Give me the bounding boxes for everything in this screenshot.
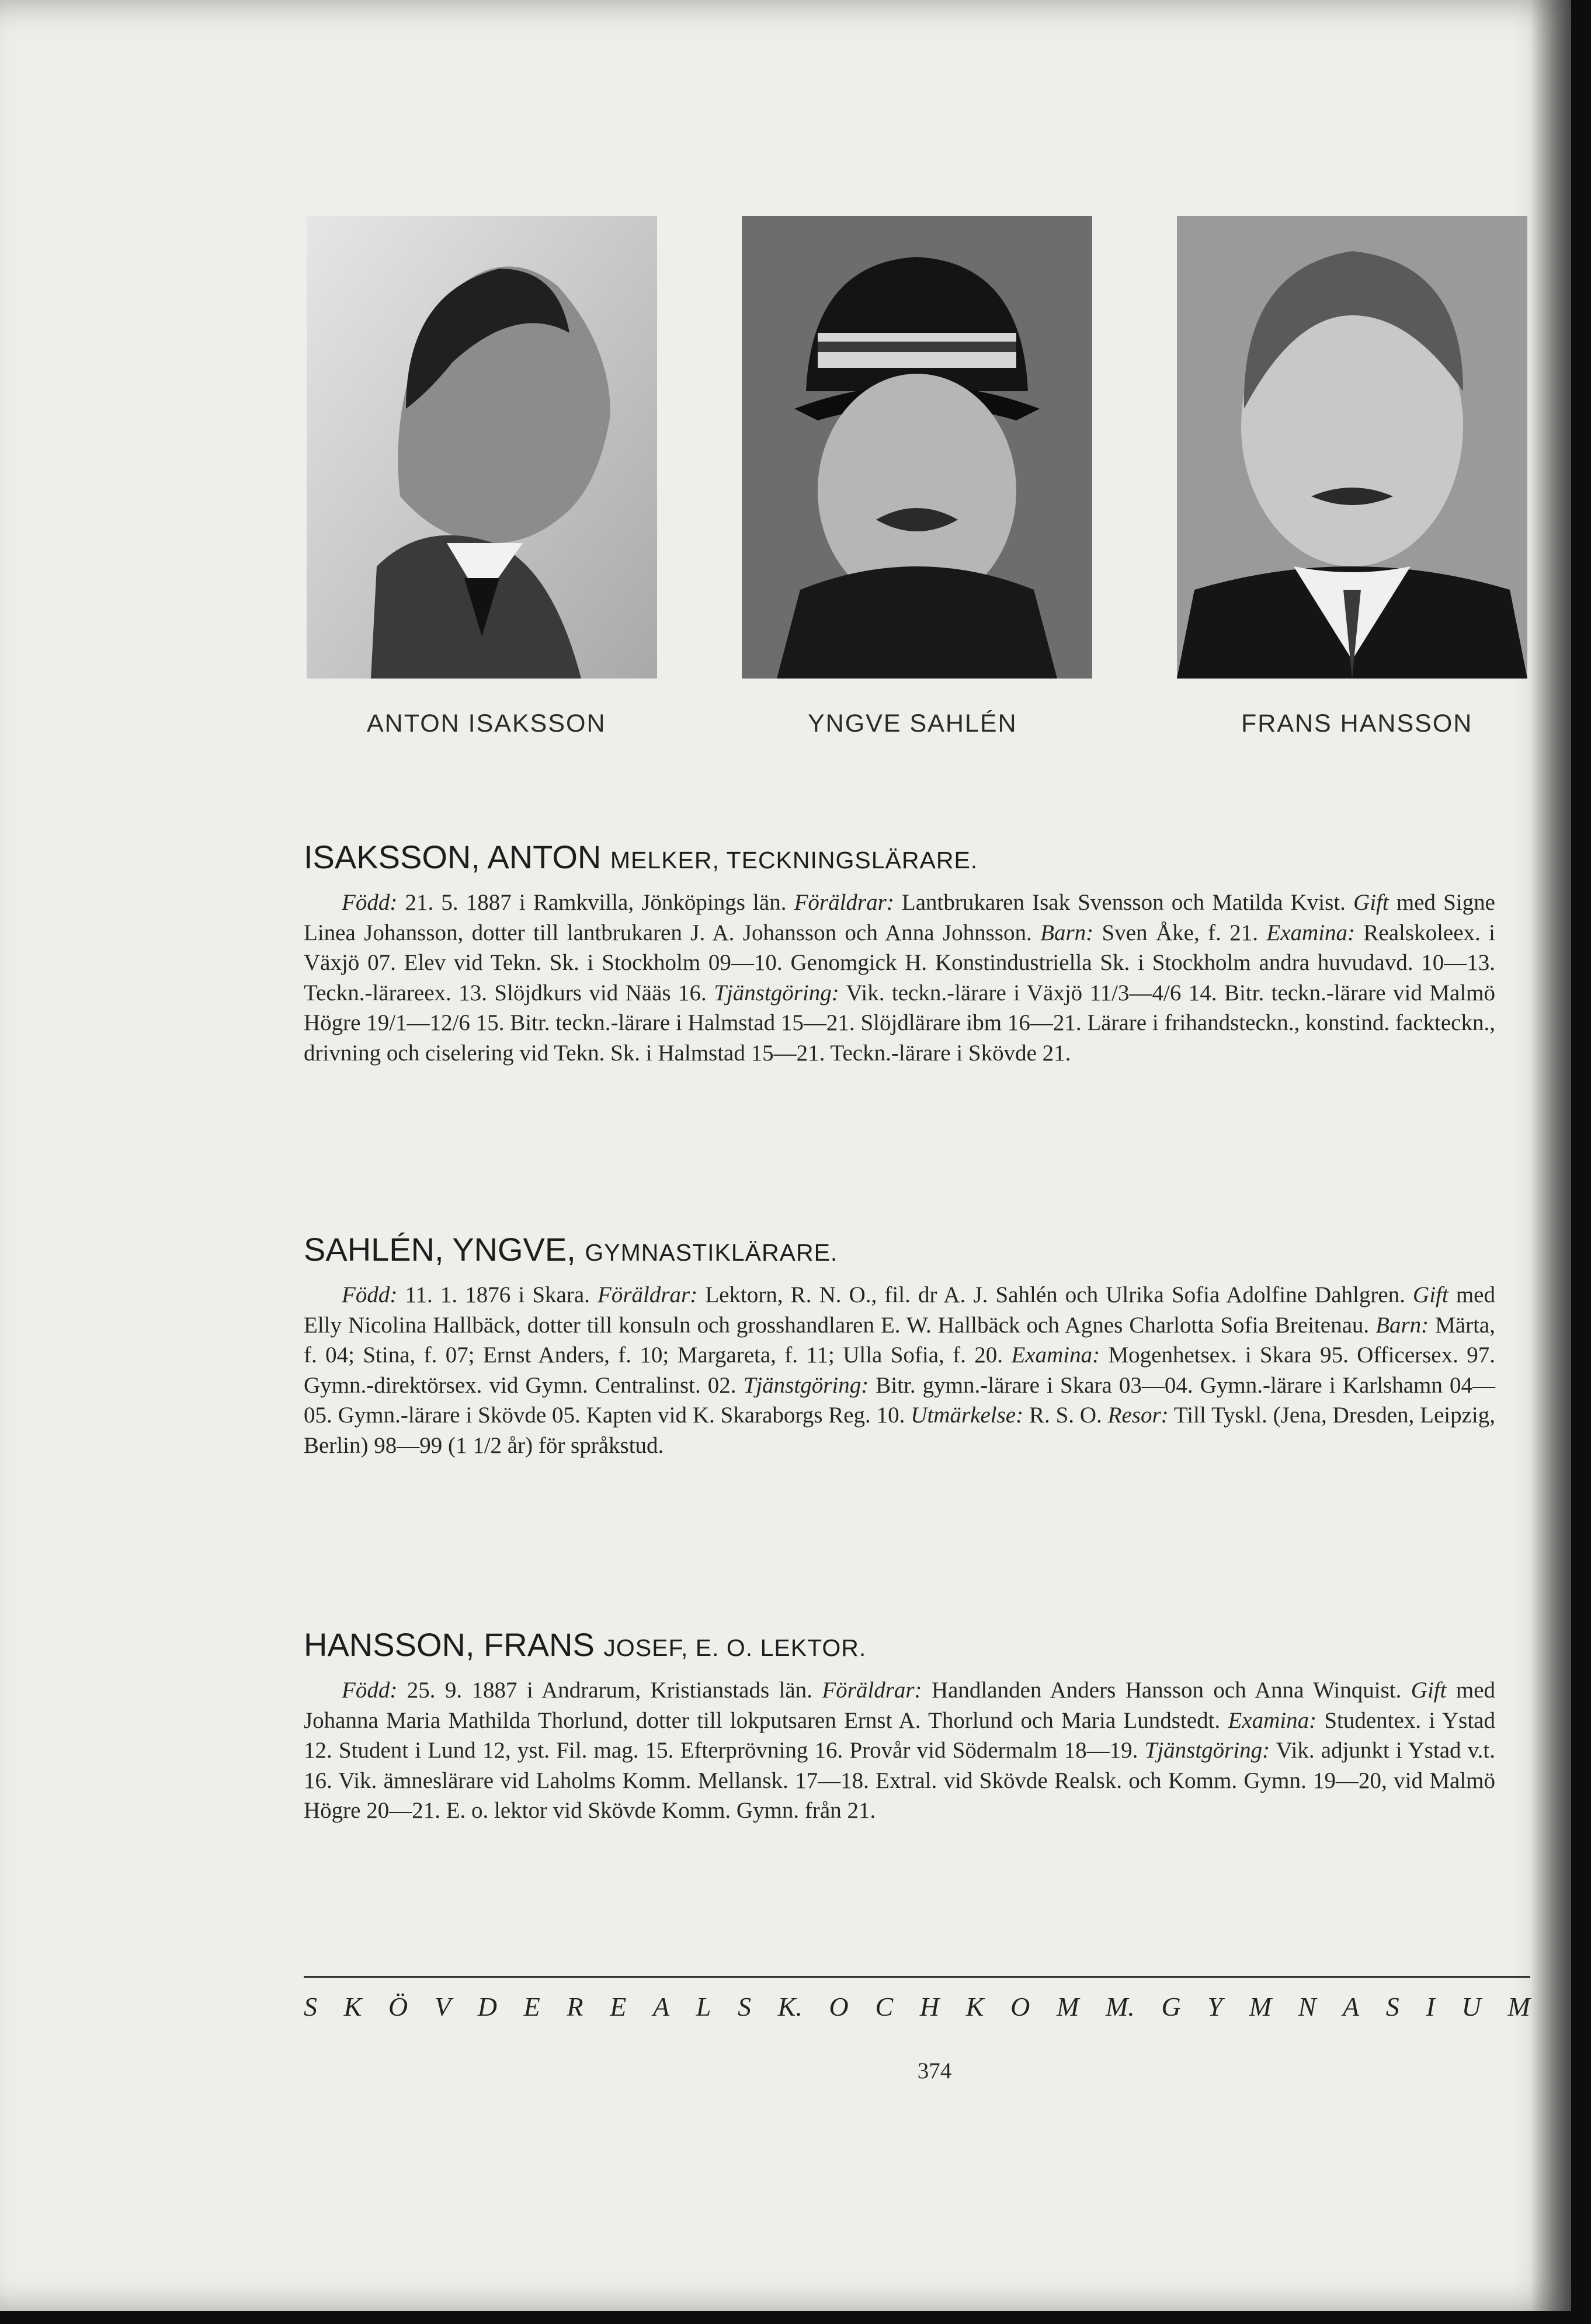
entry-subtitle: JOSEF, E. O. LEKTOR.: [603, 1634, 867, 1661]
text-examina: Mogenhetsex. i Skara 95. Officersex. 97. Gymn.-direktörsex. vid Gymn. Centralinst. 02.: [304, 1342, 1495, 1398]
text-barn: Sven Åke, f. 21.: [1093, 920, 1267, 945]
portrait-anton-isaksson: [307, 216, 657, 679]
text-gift: med Johanna Maria Mathilda Thorlund, dotter till lokputsaren Ernst A. Thorlund och Maria Lundstedt.: [304, 1678, 1496, 1733]
text-fodd: 11. 1. 1876 i Skara.: [397, 1282, 598, 1307]
label-fodd: Född:: [342, 890, 398, 915]
text-tjanstgoring: Bitr. gymn.-lärare i Skara 03—04. Gymn.-lärare i Karlshamn 04—05. Gymn.-lärare i Skövde 05. Kapten vid K. Skaraborgs Reg. 10.: [304, 1372, 1495, 1428]
label-utmarkelse: Utmärkelse:: [911, 1403, 1024, 1428]
biography-entry-hansson: [304, 1624, 1495, 1826]
text-foraldrar: Lantbrukaren Isak Svensson och Matilda Kvist.: [894, 890, 1354, 915]
portrait-frans-hansson: [1177, 216, 1527, 679]
entry-subtitle: GYMNASTIKLÄRARE.: [585, 1239, 838, 1266]
text-fodd: 25. 9. 1887 i Andrarum, Kristianstads län.: [397, 1678, 822, 1703]
entry-heading: [304, 1229, 1495, 1273]
footer-letter: K: [343, 1992, 362, 2022]
entry-heading: [304, 837, 1495, 881]
footer-letter: R: [567, 1992, 583, 2022]
label-tjanstgoring: Tjänstgöring:: [714, 980, 839, 1006]
footer-letter: D: [477, 1992, 497, 2022]
footer-letter: G: [1161, 1992, 1181, 2022]
label-foraldrar: Föräldrar:: [598, 1282, 698, 1307]
text-examina: Realskoleex. i Växjö 07. Elev vid Tekn. Sk. i Stockholm 09—10. Genomgick H. Konstindustriella Sk. i Stockholm andra huvudavd. 10—13. Teckn.-lärareex. 13. Slöjdkurs vid Nääs 16.: [304, 920, 1496, 1006]
text-tjanstgoring: Vik. teckn.-lärare i Växjö 11/3—4/6 14. Bitr. teckn.-lärare vid Malmö Högre 19/1—12/6 15. Bitr. teckn.-lärare i Halmstad 15—21. Slöjdlärare ibm 16—21. Lärare i frihandsteckn., konstind. fackteckn., drivning och ciselering vid Tekn. Sk. i Halmstad 15—21. Teckn.-lärare i Skövde 21.: [304, 980, 1495, 1066]
footer-letter: A: [652, 1992, 670, 2022]
footer-letter: M: [1249, 1992, 1272, 2022]
footer-letter: K.: [777, 1992, 803, 2022]
footer-letter: M: [1056, 1992, 1079, 2022]
label-gift: Gift: [1413, 1282, 1448, 1307]
label-tjanstgoring: Tjänstgöring:: [1144, 1738, 1270, 1763]
entry-name: HANSSON, FRANS: [304, 1626, 595, 1663]
label-gift: Gift: [1353, 890, 1389, 915]
text-examina: Studentex. i Ystad 12. Student i Lund 12, yst. Fil. mag. 15. Efterprövning 16. Provår vid Södermalm 18—19.: [304, 1707, 1495, 1763]
text-fodd: 21. 5. 1887 i Ramkvilla, Jönköpings län.: [397, 890, 794, 915]
caption-anton-isaksson: ANTON ISAKSSON: [367, 709, 606, 737]
entry-body: [304, 888, 1495, 1068]
label-barn: Barn:: [1040, 920, 1094, 945]
footer-letter: O: [829, 1992, 849, 2022]
label-fodd: Född:: [342, 1678, 398, 1703]
footer-letter: Ö: [388, 1992, 408, 2022]
footer-letter: Y: [1207, 1992, 1222, 2022]
footer-letter: U: [1461, 1992, 1481, 2022]
text-utmarkelse: R. S. O.: [1023, 1403, 1108, 1428]
entry-subtitle: MELKER, TECKNINGSLÄRARE.: [610, 847, 978, 874]
entry-body: [304, 1280, 1495, 1460]
footer-letter: M.: [1105, 1992, 1135, 2022]
biography-entry-isaksson: [304, 837, 1495, 1068]
caption-frans-hansson: FRANS HANSSON: [1241, 709, 1473, 737]
label-gift: Gift: [1411, 1678, 1447, 1703]
caption-yngve-sahlen: YNGVE SAHLÉN: [808, 709, 1017, 737]
entry-name: SAHLÉN, YNGVE,: [304, 1231, 576, 1268]
biography-entry-sahlen: [304, 1229, 1495, 1460]
text-foraldrar: Lektorn, R. N. O., fil. dr A. J. Sahlén och Ulrika Sofia Adolfine Dahlgren.: [697, 1282, 1413, 1307]
footer-letter: E: [523, 1992, 540, 2022]
footer-letter: K: [965, 1992, 984, 2022]
text-gift: med Elly Nicolina Hallbäck, dotter till konsuln och grosshandlaren E. W. Hallbäck och Agnes Charlotta Sofia Breitenau.: [304, 1282, 1495, 1338]
footer-letter: S: [738, 1992, 752, 2022]
footer-letter: I: [1426, 1992, 1435, 2022]
entry-heading: [304, 1624, 1495, 1668]
page-number: 374: [917, 2058, 952, 2083]
text-barn: Märta, f. 04; Stina, f. 07; Ernst Anders, f. 10; Margareta, f. 11; Ulla Sofia, f. 20.: [304, 1312, 1495, 1368]
footer-letter: O: [1010, 1992, 1030, 2022]
text-gift: med Signe Linea Johansson, dotter till lantbrukaren J. A. Johansson och Anna Johnsson.: [304, 890, 1495, 945]
footer-letter: A: [1343, 1992, 1360, 2022]
footer-letter: V: [434, 1992, 451, 2022]
footer-letter: L: [696, 1992, 711, 2022]
label-examina: Examina:: [1266, 920, 1356, 945]
footer-rule: [304, 1976, 1530, 1978]
footer-letter: E: [610, 1992, 627, 2022]
running-footer: [304, 1991, 1530, 2022]
entry-body: [304, 1675, 1495, 1826]
text-foraldrar: Handlanden Anders Hansson och Anna Winquist.: [922, 1678, 1411, 1703]
footer-letter: S: [304, 1992, 317, 2022]
label-fodd: Född:: [342, 1282, 398, 1307]
entry-name: ISAKSSON, ANTON: [304, 839, 602, 875]
text-resor: Till Tyskl. (Jena, Dresden, Leipzig, Berlin) 98—99 (1 1/2 år) för språkstud.: [304, 1403, 1495, 1458]
label-foraldrar: Föräldrar:: [822, 1678, 922, 1703]
footer-letter: N: [1298, 1992, 1316, 2022]
label-resor: Resor:: [1107, 1403, 1169, 1428]
footer-letter: M: [1507, 1992, 1530, 2022]
label-examina: Examina:: [1011, 1342, 1100, 1368]
footer-letter: S: [1385, 1992, 1399, 2022]
text-tjanstgoring: Vik. adjunkt i Ystad v.t. 16. Vik. ämneslärare vid Laholms Komm. Mellansk. 17—18. Extral. vid Skövde Realsk. och Komm. Gymn. 19—20, vid Malmö Högre 20—21. E. o. lektor vid Skövde Komm. Gymn. från 21.: [304, 1738, 1495, 1823]
label-tjanstgoring: Tjänstgöring:: [743, 1372, 869, 1398]
label-examina: Examina:: [1228, 1707, 1317, 1733]
footer-letter: H: [919, 1992, 940, 2022]
label-foraldrar: Föräldrar:: [794, 890, 894, 915]
label-barn: Barn:: [1375, 1312, 1429, 1338]
footer-letter: C: [875, 1992, 894, 2022]
page-edge-shadow: [1530, 0, 1571, 2311]
portrait-yngve-sahlen: [742, 216, 1092, 679]
